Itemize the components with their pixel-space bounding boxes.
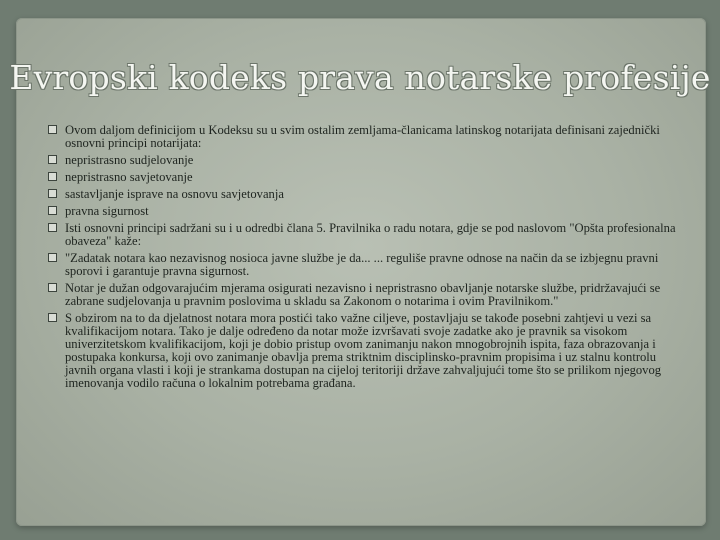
list-item-text: Ovom daljom definicijom u Kodeksu su u svim ostalim zemljama-članicama latinskog notarijata definisani zajednički osnovni principi notarijata: bbox=[65, 123, 660, 150]
square-bullet-icon bbox=[48, 125, 57, 134]
list-item bbox=[48, 171, 688, 184]
square-bullet-icon bbox=[48, 155, 57, 164]
list-item-text: pravna sigurnost bbox=[65, 204, 149, 218]
list-item-text: S obzirom na to da djelatnost notara mora postići tako važne ciljeve, postavljaju se takođe posebni zahtjevi u vezi sa kvalifikacijom notara. Tako je dalje određeno da notar može izvršavati svoje zadatke ako je pravnik sa visokom univerzitetskom kvalifikacijom, koji je dobio pristup ovom zanimanju nakon mnogobrojnih ispita, faza obrazovanja i postupaka konkursa, koji ovo zanimanje obavlja prema striktnim disciplinsko-pravnim propisima i uz stalnu kontrolu javnih organa vlasti i koji je strankama dostupan na cijeloj teritoriji države zahvaljujući tome što se prilikom njegovog imenovanja vodilo računa o lokalnim potrebama građana. bbox=[65, 311, 662, 390]
square-bullet-icon bbox=[48, 253, 57, 262]
list-item bbox=[48, 154, 688, 167]
square-bullet-icon bbox=[48, 206, 57, 215]
list-item-text: sastavljanje isprave na osnovu savjetovanja bbox=[65, 187, 284, 201]
bullet-list bbox=[48, 124, 688, 394]
square-bullet-icon bbox=[48, 313, 57, 322]
list-item-text: Notar je dužan odgovarajućim mjerama osigurati nezavisno i nepristrasno obavljanje notarske službe, pridržavajući se zabrane sudjelovanja u pravnim poslovima u skladu sa Zakonom o notarima i ovim Pravilnikom." bbox=[65, 281, 661, 308]
list-item bbox=[48, 188, 688, 201]
square-bullet-icon bbox=[48, 223, 57, 232]
list-item bbox=[48, 282, 688, 308]
list-item bbox=[48, 252, 688, 278]
list-item bbox=[48, 205, 688, 218]
list-item bbox=[48, 124, 688, 150]
list-item bbox=[48, 222, 688, 248]
square-bullet-icon bbox=[48, 172, 57, 181]
square-bullet-icon bbox=[48, 189, 57, 198]
slide-title: Evropski kodeks prava notarske profesije bbox=[9, 58, 711, 97]
list-item-text: Isti osnovni principi sadržani su i u odredbi člana 5. Pravilnika o radu notara, gdje se pod naslovom "Opšta profesionalna obaveza" kaže: bbox=[65, 221, 676, 248]
list-item-text: nepristrasno sudjelovanje bbox=[65, 153, 194, 167]
list-item-text: nepristrasno savjetovanje bbox=[65, 170, 193, 184]
list-item-text: "Zadatak notara kao nezavisnog nosioca javne službe je da... ... reguliše pravne odnose na način da se izbjegnu pravni sporovi i garantuje pravna sigurnost. bbox=[65, 251, 659, 278]
square-bullet-icon bbox=[48, 283, 57, 292]
list-item bbox=[48, 312, 688, 390]
